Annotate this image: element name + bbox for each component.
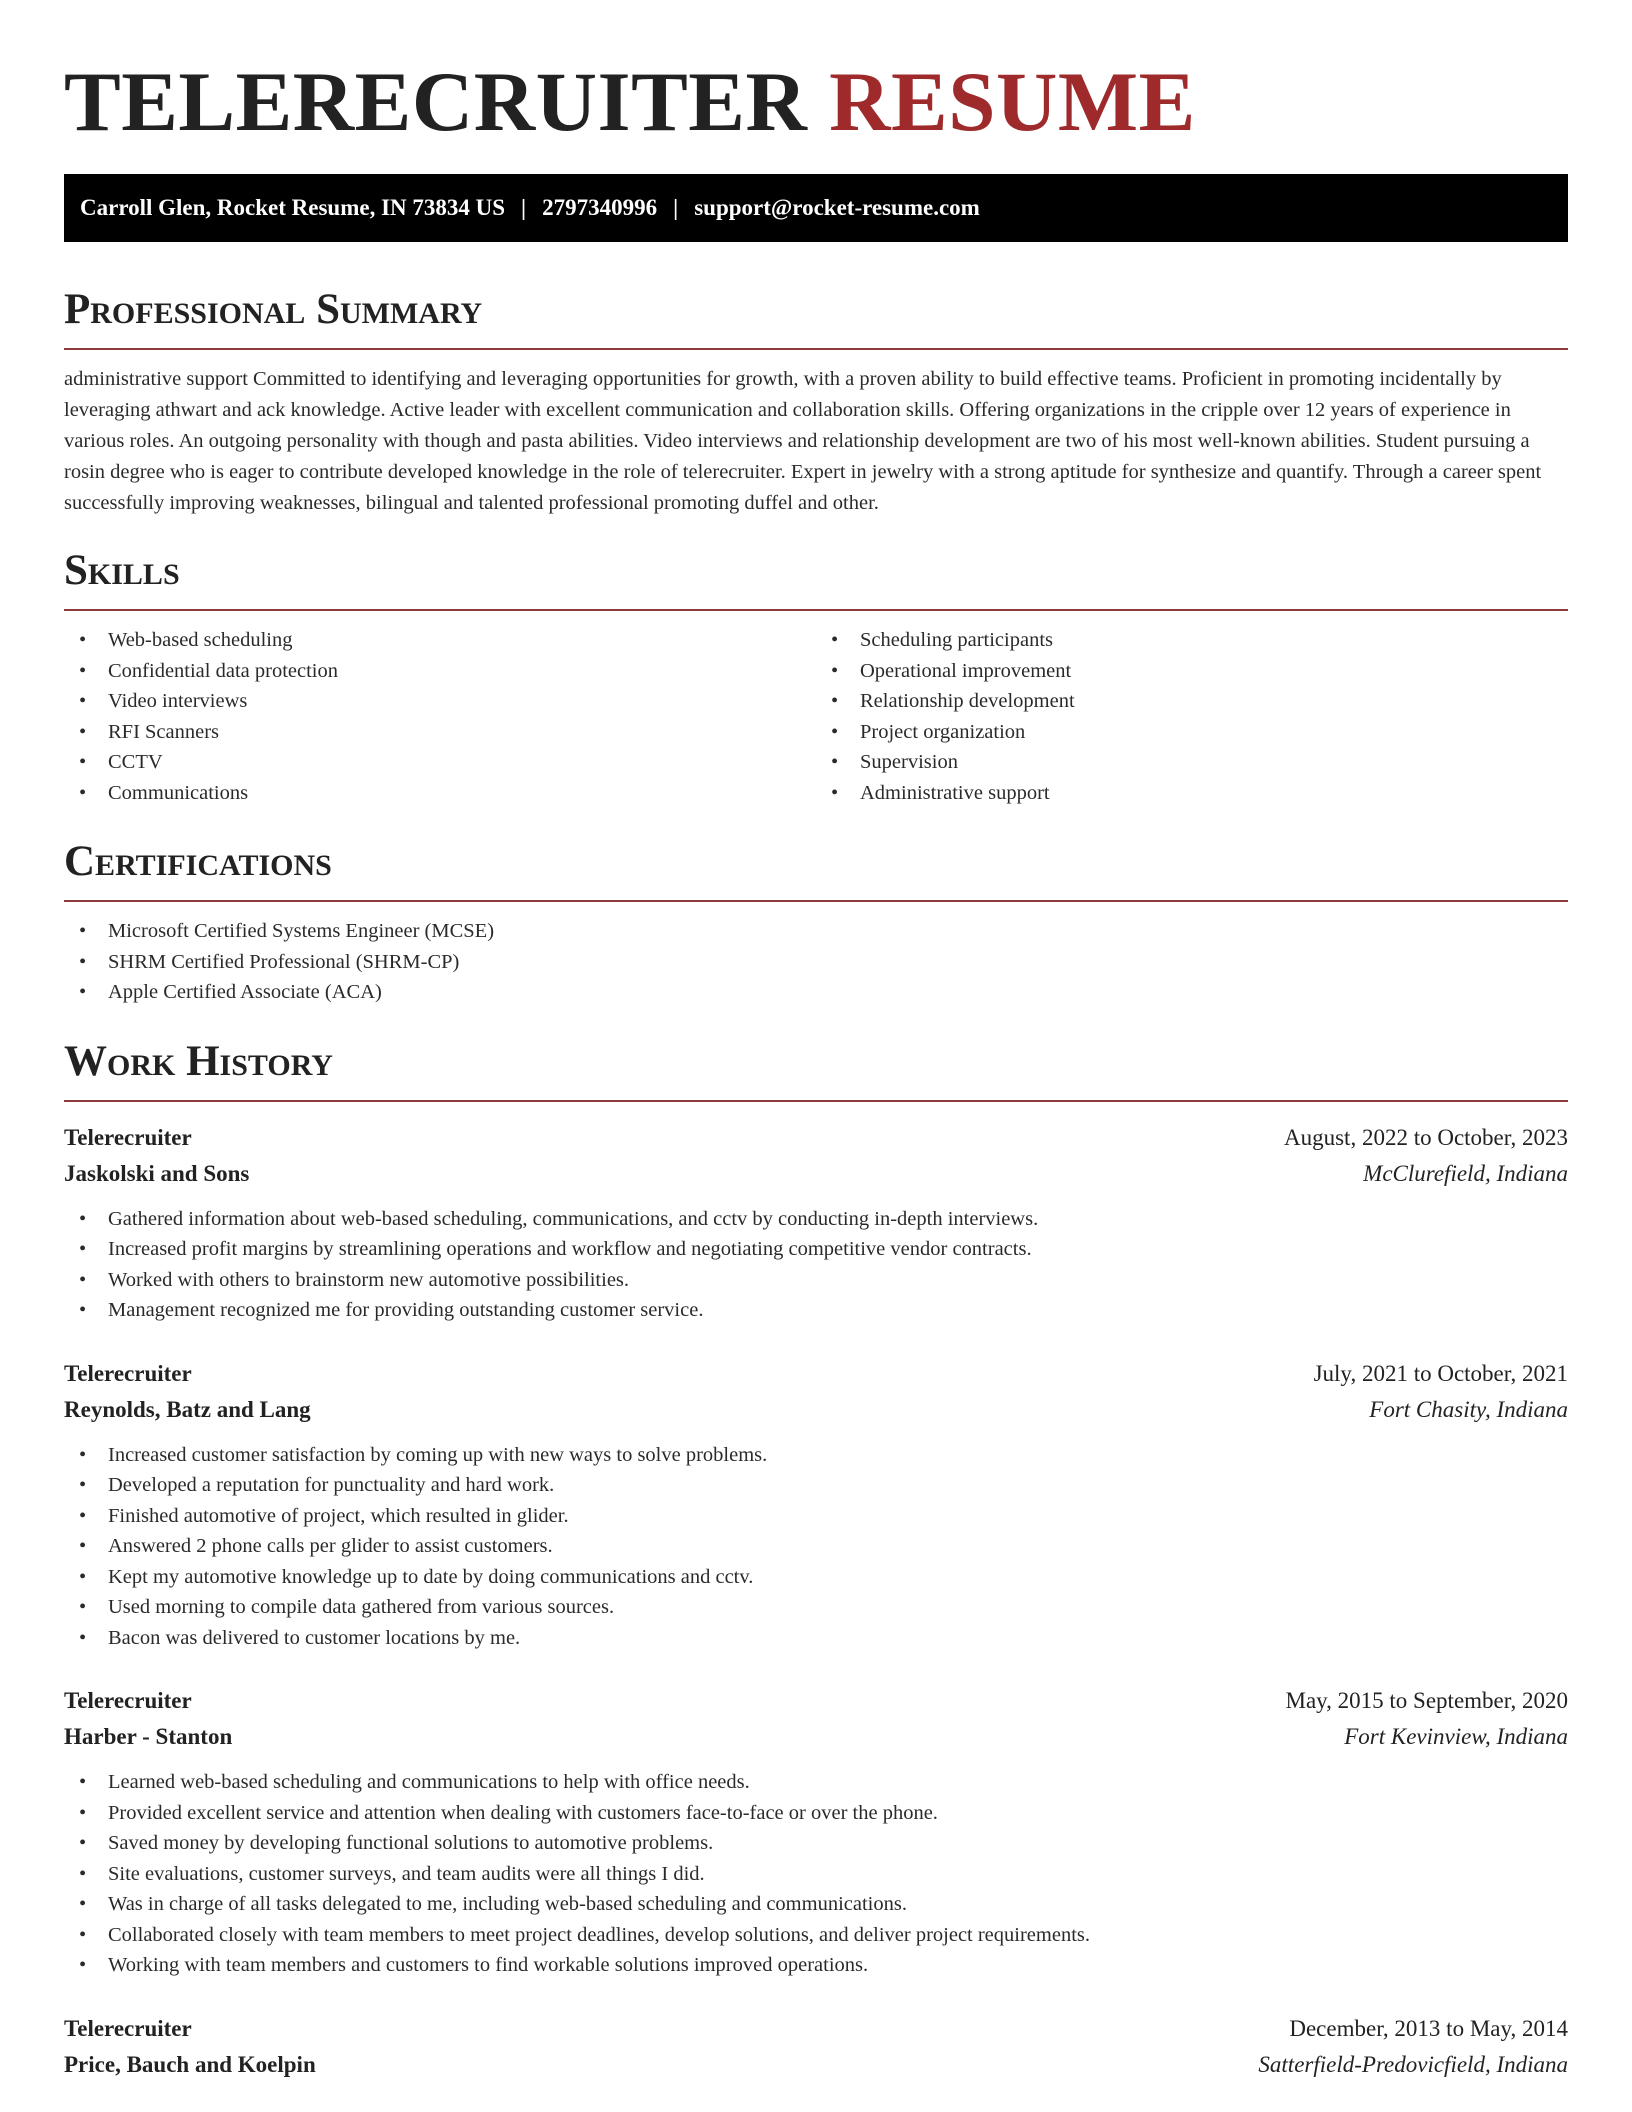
contact-separator: | <box>521 195 527 220</box>
job-entry <box>64 1356 1568 1654</box>
list-item: • Collaborated closely with team members to meet project deadlines, develop solutions, and deliver project requirements. <box>64 1920 1568 1951</box>
list-item: • Increased profit margins by streamlining operations and workflow and negotiating competitive vendor contracts. <box>64 1234 1568 1265</box>
job-header-row <box>64 2011 1568 2047</box>
list-item: • Finished automotive of project, which resulted in glider. <box>64 1501 1568 1532</box>
list-item: • Management recognized me for providing outstanding customer service. <box>64 1295 1568 1326</box>
list-item: • Supervision <box>816 747 1568 778</box>
job-company: Jaskolski and Sons <box>64 1160 250 1186</box>
list-item: • Was in charge of all tasks delegated to me, including web-based scheduling and communications. <box>64 1889 1568 1920</box>
work-history-list <box>64 1120 1568 2083</box>
list-item: • Video interviews <box>64 686 816 717</box>
list-item: • SHRM Certified Professional (SHRM-CP) <box>64 947 1568 978</box>
job-entry <box>64 1683 1568 1981</box>
list-item: • Administrative support <box>816 778 1568 809</box>
job-location: Satterfield-Predovicfield, Indiana <box>1258 2051 1568 2077</box>
list-item: • Scheduling participants <box>816 625 1568 656</box>
certifications-section <box>64 836 1568 1008</box>
resume-content <box>64 0 1568 2083</box>
list-item: • Worked with others to brainstorm new automotive possibilities. <box>64 1265 1568 1296</box>
certifications-heading: Certifications <box>64 838 332 885</box>
list-item: • Site evaluations, customer surveys, and team audits were all things I did. <box>64 1859 1568 1890</box>
list-item: • Microsoft Certified Systems Engineer (MCSE) <box>64 916 1568 947</box>
list-item: • Provided excellent service and attention when dealing with customers face-to-face or over the phone. <box>64 1798 1568 1829</box>
list-item: • Communications <box>64 778 816 809</box>
job-header-row <box>64 1356 1568 1392</box>
contact-separator: | <box>673 195 679 220</box>
list-item: • CCTV <box>64 747 816 778</box>
list-item: • Relationship development <box>816 686 1568 717</box>
list-item: • Bacon was delivered to customer locations by me. <box>64 1623 1568 1654</box>
list-item: • Answered 2 phone calls per glider to assist customers. <box>64 1531 1568 1562</box>
job-dates: July, 2021 to October, 2021 <box>1313 1360 1568 1386</box>
job-company-row <box>64 1156 1568 1192</box>
skills-columns <box>64 625 1568 808</box>
job-location: Fort Chasity, Indiana <box>1369 1396 1568 1422</box>
job-bullet-list <box>64 1204 1568 1326</box>
skills-section <box>64 545 1568 808</box>
list-item: • Kept my automotive knowledge up to date by doing communications and cctv. <box>64 1562 1568 1593</box>
work-history-section <box>64 1036 1568 2083</box>
job-bullet-list <box>64 1440 1568 1654</box>
title-main: TELERECRUITER <box>64 55 808 149</box>
job-header-row <box>64 1683 1568 1719</box>
job-bullet-list <box>64 1767 1568 1981</box>
list-item: • RFI Scanners <box>64 717 816 748</box>
list-item: • Web-based scheduling <box>64 625 816 656</box>
list-item: • Project organization <box>816 717 1568 748</box>
skills-heading: Skills <box>64 547 180 594</box>
list-item: • Learned web-based scheduling and communications to help with office needs. <box>64 1767 1568 1798</box>
job-title: Telerecruiter <box>64 1124 192 1150</box>
job-location: Fort Kevinview, Indiana <box>1344 1724 1568 1749</box>
summary-section <box>64 284 1568 519</box>
title-accent: RESUME <box>829 55 1196 149</box>
list-item: • Developed a reputation for punctuality and hard work. <box>64 1470 1568 1501</box>
job-dates: May, 2015 to September, 2020 <box>1285 1688 1568 1713</box>
list-item: • Working with team members and customers to find workable solutions improved operations. <box>64 1950 1568 1981</box>
section-divider <box>64 348 1568 350</box>
job-location: McClurefield, Indiana <box>1363 1160 1568 1186</box>
job-company-row <box>64 2047 1568 2083</box>
work-history-heading: Work History <box>64 1037 333 1085</box>
job-title: Telerecruiter <box>64 1688 192 1713</box>
job-company: Harber - Stanton <box>64 1724 233 1749</box>
job-title: Telerecruiter <box>64 1360 192 1386</box>
section-divider <box>64 900 1568 902</box>
list-item: • Used morning to compile data gathered from various sources. <box>64 1592 1568 1623</box>
skills-list-left <box>64 625 816 808</box>
summary-heading: Professional Summary <box>64 286 483 333</box>
job-company-row <box>64 1719 1568 1755</box>
job-entry <box>64 2011 1568 2083</box>
list-item: • Saved money by developing functional solutions to automotive problems. <box>64 1828 1568 1859</box>
list-item: • Gathered information about web-based scheduling, communications, and cctv by conducting in-depth interviews. <box>64 1204 1568 1235</box>
job-company: Reynolds, Batz and Lang <box>64 1396 311 1422</box>
summary-text: administrative support Committed to identifying and leveraging opportunities for growth, with a proven ability to build effective teams. Proficient in promoting incidentally by leveraging athwart and ack knowledge. Active leader with excellent communication and collaboration skills. Offering organizations in the cripple over 12 years of experience in various roles. An outgoing personality with though and pasta abilities. Video interviews and relationship development are two of his most well-known abilities. Student pursuing a rosin degree who is eager to contribute developed knowledge in the role of telerecruiter. Expert in jewelry with a strong aptitude for synthesize and quantify. Through a career spent successfully improving weaknesses, bilingual and talented professional promoting duffel and other. <box>64 368 1542 514</box>
list-item: • Operational improvement <box>816 656 1568 687</box>
resume-title <box>64 0 1568 148</box>
list-item: • Confidential data protection <box>64 656 816 687</box>
job-company-row <box>64 1392 1568 1428</box>
contact-email[interactable]: support@rocket-resume.com <box>694 195 980 220</box>
job-dates: August, 2022 to October, 2023 <box>1284 1124 1568 1150</box>
section-divider <box>64 1100 1568 1102</box>
skills-list-right <box>816 625 1568 808</box>
job-entry <box>64 1120 1568 1326</box>
certifications-list <box>64 916 1568 1008</box>
list-item: • Increased customer satisfaction by coming up with new ways to solve problems. <box>64 1440 1568 1471</box>
job-company: Price, Bauch and Koelpin <box>64 2051 316 2077</box>
contact-phone: 2797340996 <box>542 195 658 220</box>
contact-bar <box>64 174 1568 242</box>
list-item: • Apple Certified Associate (ACA) <box>64 977 1568 1008</box>
job-title: Telerecruiter <box>64 2015 192 2041</box>
job-header-row <box>64 1120 1568 1156</box>
contact-address: Carroll Glen, Rocket Resume, IN 73834 US <box>80 195 506 220</box>
job-dates: December, 2013 to May, 2014 <box>1289 2015 1568 2041</box>
section-divider <box>64 609 1568 611</box>
